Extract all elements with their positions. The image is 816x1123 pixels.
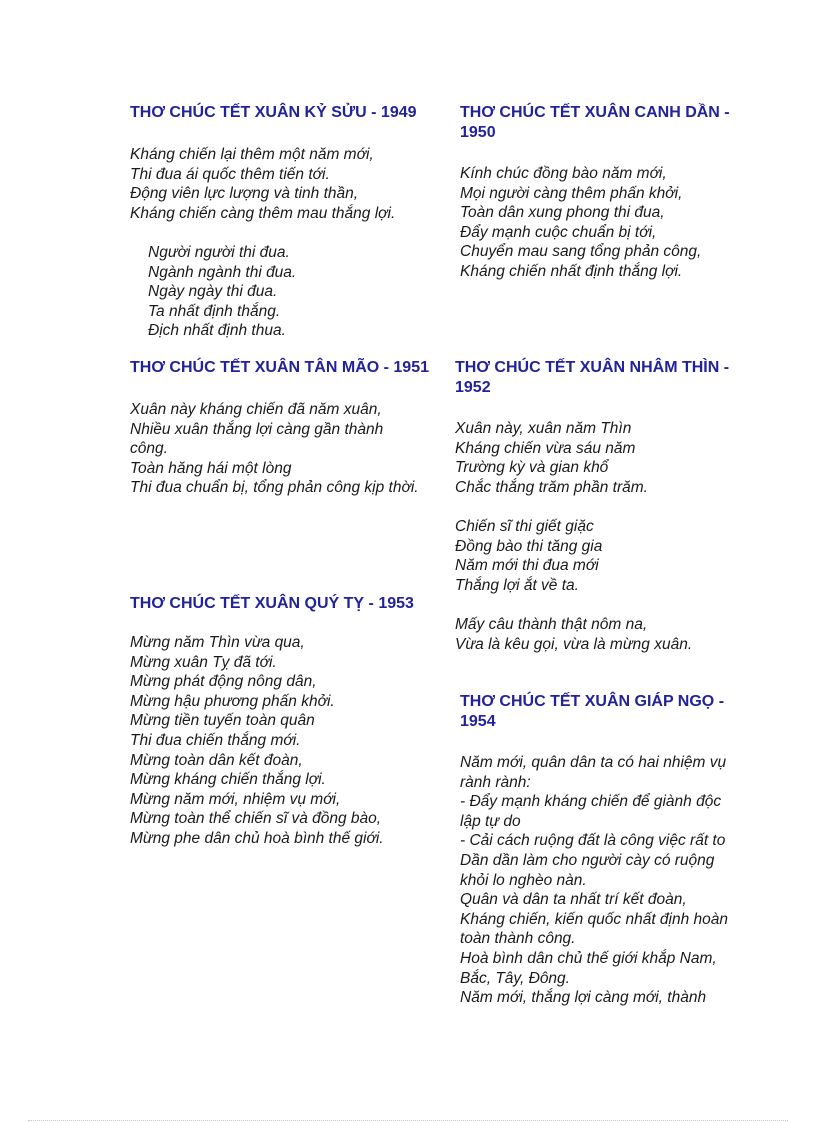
poem-line: Xuân này, xuân năm Thìn — [455, 420, 632, 437]
poem-line: Xuân này kháng chiến đã năm xuân, — [130, 401, 382, 418]
poem-line: Mừng phát động nông dân, — [130, 673, 317, 691]
poem-title: THƠ CHÚC TẾT XUÂN KỶ SỬU - 1949 — [130, 104, 417, 121]
poem-line: Chắc thắng trăm phần trăm. — [455, 478, 648, 496]
poem-line: Kháng chiến lại thêm một năm mới, — [130, 146, 374, 163]
poem-line: Hoà bình dân chủ thế giới khắp Nam, — [460, 949, 717, 967]
poem-line: Bắc, Tây, Đông. — [460, 969, 570, 987]
poem-stanza — [460, 753, 750, 1008]
poem-line: Mừng toàn dân kết đoàn, — [130, 751, 303, 769]
poem-line: công. — [130, 440, 168, 458]
poem-title: THƠ CHÚC TẾT XUÂN QUÝ TỴ - 1953 — [130, 595, 414, 612]
poem-1951 — [130, 358, 440, 498]
poem-stanza — [460, 164, 750, 282]
poem-stanza — [130, 633, 440, 849]
poem-line: Đẩy mạnh cuộc chuẩn bị tới, — [460, 223, 657, 241]
poem-line: Kháng chiến nhất định thắng lợi. — [460, 262, 683, 280]
poem-title: THƠ CHÚC TẾT XUÂN GIÁP NGỌ - 1954 — [460, 693, 725, 730]
poem-line: Nhiều xuân thắng lợi càng gần thành — [130, 420, 384, 438]
poem-line: Toàn dân xung phong thi đua, — [460, 204, 665, 222]
poem-line: Mọi người càng thêm phấn khởi, — [460, 184, 683, 202]
poem-line: Quân và dân ta nhất trí kết đoàn, — [460, 891, 687, 909]
poem-1953 — [130, 594, 440, 849]
poem-title: THƠ CHÚC TẾT XUÂN NHÂM THÌN - 1952 — [455, 359, 730, 396]
poem-line: Mấy câu thành thật nôm na, — [455, 615, 648, 633]
poem-line: Người người thi đua. — [148, 243, 290, 261]
poem-line: Kháng chiến, kiến quốc nhất định hoàn — [460, 910, 729, 928]
poem-line: Ta nhất định thắng. — [148, 302, 281, 320]
poem-line: Ngày ngày thi đua. — [148, 283, 278, 301]
poem-line: Thi đua chuẩn bị, tổng phản công kịp thời. — [130, 479, 419, 497]
poem-line: Dần dần làm cho người cày có ruộng — [460, 851, 715, 869]
poem-line: Thắng lợi ắt về ta. — [455, 576, 579, 594]
poem-line: Năm mới, quân dân ta có hai nhiệm vụ — [460, 754, 727, 771]
poem-1954 — [460, 692, 750, 1008]
poem-stanza — [455, 517, 750, 595]
poem-line: Mừng xuân Tỵ đã tới. — [130, 653, 277, 671]
poem-1949 — [130, 103, 440, 341]
poem-line: - Đẩy mạnh kháng chiến để giành độc — [460, 793, 722, 811]
page-bottom-divider — [28, 1120, 788, 1121]
poem-line: Mừng hậu phương phấn khởi. — [130, 692, 335, 710]
poem-line: Mừng phe dân chủ hoà bình thế giới. — [130, 829, 384, 847]
poem-line: Mừng năm mới, nhiệm vụ mới, — [130, 790, 341, 808]
poem-stanza — [130, 145, 440, 223]
poem-line: Trường kỳ và gian khổ — [455, 459, 609, 477]
poem-title: THƠ CHÚC TẾT XUÂN TÂN MÃO - 1951 — [130, 359, 429, 376]
poem-line: Năm mới, thắng lợi càng mới, thành — [460, 989, 707, 1007]
poem-line: Mừng tiền tuyến toàn quân — [130, 712, 315, 730]
poem-line: khỏi lo nghèo nàn. — [460, 871, 587, 889]
poem-line: Chuyển mau sang tổng phản công, — [460, 243, 702, 261]
poem-title: THƠ CHÚC TẾT XUÂN CANH DẦN - 1950 — [460, 104, 730, 141]
poem-line: Kính chúc đồng bào năm mới, — [460, 165, 667, 182]
poem-stanza — [455, 419, 750, 497]
poem-stanza — [455, 615, 750, 654]
poem-1950 — [460, 103, 750, 282]
poem-line: Mừng toàn thể chiến sĩ và đồng bào, — [130, 810, 382, 828]
poem-line: Đồng bào thi tăng gia — [455, 537, 603, 555]
poem-line: Động viên lực lượng và tinh thần, — [130, 185, 359, 203]
poem-line: Ngành ngành thi đua. — [148, 263, 297, 281]
poem-line: Địch nhất định thua. — [148, 322, 286, 340]
poem-line: toàn thành công. — [460, 930, 576, 948]
poem-line: - Cải cách ruộng đất là công việc rất to — [460, 832, 726, 850]
poem-line: rành rành: — [460, 773, 531, 791]
poem-line: Kháng chiến càng thêm mau thắng lợi. — [130, 204, 396, 222]
poem-line: Toàn hăng hái một lòng — [130, 459, 292, 477]
poem-1952 — [455, 358, 750, 654]
poem-line: Chiến sĩ thi giết giặc — [455, 517, 594, 535]
poem-line: Thi đua chiến thắng mới. — [130, 731, 301, 749]
poem-line: Thi đua ái quốc thêm tiến tới. — [130, 165, 330, 183]
poem-line: lập tự do — [460, 812, 521, 830]
poem-stanza — [130, 400, 440, 498]
poem-line: Mừng năm Thìn vừa qua, — [130, 634, 305, 651]
poem-stanza — [130, 243, 440, 341]
poem-line: Kháng chiến vừa sáu năm — [455, 439, 636, 457]
poem-line: Vừa là kêu gọi, vừa là mừng xuân. — [455, 635, 693, 653]
poem-line: Mừng kháng chiến thắng lợi. — [130, 771, 326, 789]
poem-line: Năm mới thi đua mới — [455, 557, 599, 575]
